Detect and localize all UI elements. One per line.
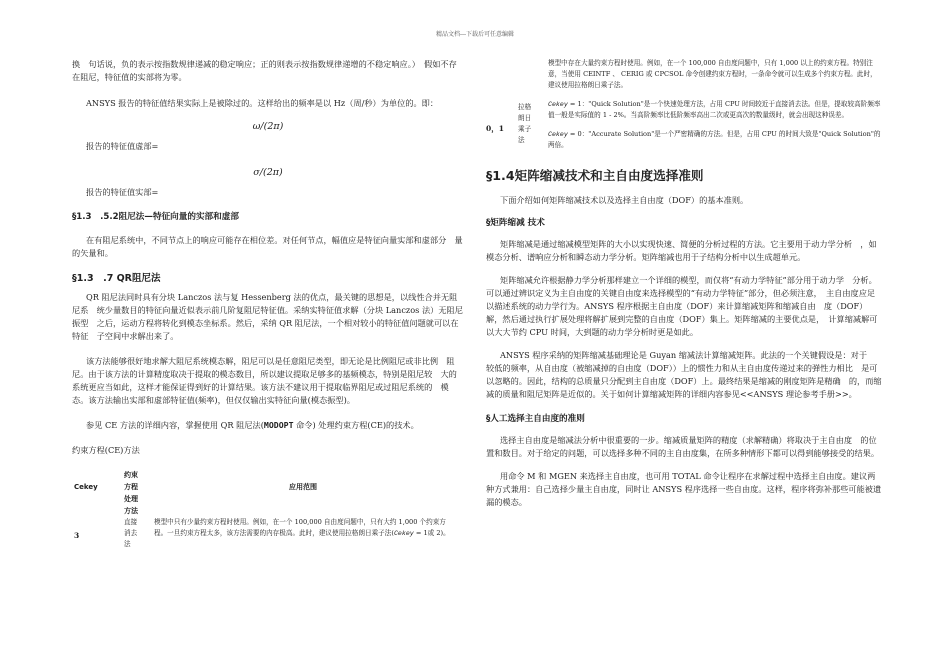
right-column: [486, 58, 882, 509]
section-heading: §1.3 .5.2阻尼法—特征向量的实部和虚部: [72, 212, 239, 222]
paragraph: 报告的特征值实部=: [86, 187, 159, 197]
header-line: 约束: [124, 471, 138, 479]
cell-text: 模型中只有少量约束方程时使用。例如，在一个 100,000 自由度问题中，只有大约 1,000 个约束方程。一旦约束方程太多，该方法需要的内存极高。此时，建议使用拉格朗日乘子法(: [154, 518, 446, 537]
method-line: 消去: [124, 529, 138, 537]
table-cell-method: [124, 517, 154, 550]
cell-keyword: Cekey: [393, 530, 414, 537]
chapter-title: §1.4矩阵缩减技术和主自由度选择准则: [486, 168, 704, 183]
cell-text: [548, 129, 882, 151]
paragraph-text: 参见 CE 方法的详细内容，掌握使用 QR 阻尼法(: [86, 420, 264, 430]
table-row: [72, 517, 452, 550]
table-header-scope: 应用范围: [289, 483, 317, 491]
command-modopt: MODOPT: [263, 420, 294, 430]
paragraph: QR 阻尼法同时具有分块 Lanczos 法与复 Hessenberg 法的优点，最关键的思想是，以线性合并无阻尼系 统少量数目的特征向量近似表示前几阶复阻尼特征值。采纳实特征值求解（分块 Lanczos 法）无阻尼振型 之后，运动方程将转化到模态坐标系。然后，采纳 QR 阻尼法，一个相对较小的特征值问题就可以在特征 子空间中求解出来了。: [72, 292, 463, 341]
paragraph: 选择主自由度是缩减法分析中很重要的一步。缩减质量矩阵的精度（求解精确）将取决于主自由度 的位置和数目。对于给定的问题，可以选择多种不同的主自由度集，在所多种情形下都可以得到能够接受的结果。: [486, 435, 880, 458]
table-row: [486, 58, 882, 151]
paragraph: 矩阵缩减允许根据静力学分析那样建立一个详细的模型，而仅将“有动力学特征”部分用于动力学 分析。可以通过辨识定义为主自由度的关键自由度来选择模型的“有动力学特征”部分，但必须注意， 主自由度应足以描述系统的动力学行为。ANSYS 程序根据主自由度（DOF）来计算缩减矩阵和缩减自由 度（DOF）解，然后通过执行扩展处理将解扩展到完整的自由度（DOF）集上。矩阵缩减的主要优点是， 计算缩减解可以大大节约 CPU 时间，大到题的动力学分析时更是如此。: [486, 275, 878, 337]
paragraph: 在有阻尼系统中，不同节点上的响应可能存在相位差。对任何节点，幅值应是特征向量实部和虚部分 量的矢量和。: [72, 235, 463, 258]
table-cell-method: [518, 58, 542, 151]
cell-text: [548, 99, 882, 121]
paragraph: ANSYS 程序采纳的矩阵缩减基础理论是 Guyan 缩减法计算缩减矩阵。此法的一个关键假设是：对于 较低的频率，从自由度（被缩减掉的自由度（DOF））上的惯性力和从主自由度传递过来的弹性力相比 是可以忽略的。因此，结构的总质量只分配到主自由度（DOF）上。最终结果是缩减的刚度矩阵是精确 的，而缩减的质量和阻尼矩阵是近似的。关于如何计算缩减矩阵的详细内容参见<<ANSYS 理论参考手册>>。: [486, 350, 882, 399]
cell-text: = 1："Quick Solution"是一个快速处理方法，占用 CPU 时间较近于直接消去法。但是，提取较高阶频率值一般是实际值的 1 - 2%。当高阶频率比低阶频率高出二次或更高次的数量级时，就会出现这种误差。: [548, 100, 881, 119]
paragraph: 换 句话说，负的表示按指数规律递减的稳定响应；正的则表示按指数规律递增的不稳定响应。） 假如不存在阻尼，特征值的实部将为零。: [72, 59, 457, 82]
paragraph-text: 命令) 处理约束方程(CE)的技术。: [293, 420, 419, 430]
header-line: 方法: [124, 507, 138, 515]
table-cell-key: 0，1: [486, 124, 504, 133]
table-header-row: [72, 469, 452, 517]
ce-method-table-continued: [486, 58, 882, 151]
paragraph: 报告的特征值虚部=: [86, 141, 159, 151]
paragraph: [72, 419, 464, 432]
section-heading: §人工选择主自由度的准则: [486, 414, 585, 424]
cell-keyword: Cekey: [548, 101, 568, 108]
left-column: [72, 58, 464, 550]
page-header: 精品文档---下载后可任意编辑: [435, 31, 515, 38]
equation-frequency: ω/(2π): [252, 121, 284, 132]
paragraph: 用命令 M 和 MGEN 来选择主自由度，也可用 TOTAL 命令让程序在求解过程中选择主自由度。建议两 种方式兼用：自己选择少量主自由度，同时让 ANSYS 程序选择一些自由度。这样，程序将弥补那些可能被遗漏的模态。: [486, 471, 884, 507]
table-cell-desc: [542, 58, 882, 151]
section-heading: §矩阵缩减 技术: [486, 218, 545, 228]
cell-text: = 1或 2)。: [413, 529, 450, 537]
table-header-cekey: Cekey: [74, 483, 98, 491]
method-line: 拉格: [518, 103, 532, 111]
method-line: 朗日: [518, 114, 532, 122]
equation-real-part: σ/(2π): [253, 167, 283, 178]
method-line: 法: [124, 540, 131, 548]
paragraph: 约束方程(CE)方法: [72, 445, 140, 455]
paragraph: 该方法能够很好地求解大阻尼系统模态解，阻尼可以是任意阻尼类型，即无论是比例阻尼或非比例 阻尼。由于该方法的计算精度取决于提取的模态数目，所以建议提取足够多的基频模态，特别是阻尼较 大的系统更应当如此，这样才能保证得到好的计算结果。该方法不建议用于提取临界阻尼或过阻尼系统的 模态。该方法输出实部和虚部特征值(频率)，但仅仅输出实特征向量(模态振型)。: [72, 356, 457, 405]
paragraph: ANSYS 报告的特征值结果实际上是被除过的。这样给出的频率是以 Hz（周/秒）为单位的。即：: [86, 98, 439, 108]
table-cell-key: 3: [74, 531, 80, 540]
cell-text: = 0："Accurate Solution"是一个严密精确的方法。但是，占用 CPU 的时间大致是"Quick Solution"的两倍。: [548, 130, 881, 149]
method-line: 直接: [124, 518, 138, 526]
paragraph: 下面介绍如何矩阵缩减技术以及选择主自由度（DOF）的基本准则。: [500, 195, 749, 205]
cell-keyword: Cekey: [548, 131, 568, 138]
table-header-method: [124, 469, 154, 517]
cell-text: 模型中存在大量约束方程时使用。例如，在一个 100,000 自由度问题中，只有 1,000 以上的约束方程。特别注意，当使用 CEINTF 、 CERIG 或 CPCSOL 命令创建约束方程时，一条命令就可以生成多个约束方程。此时，建议使用拉格朗日乘子法。: [548, 59, 877, 89]
ce-method-table: [72, 469, 452, 550]
method-line: 乘子: [518, 125, 532, 133]
section-heading: §1.3 .7 QR阻尼法: [72, 273, 161, 284]
header-line: 方程: [124, 483, 138, 491]
table-cell-desc: [154, 517, 452, 550]
paragraph: 矩阵缩减是通过缩减模型矩阵的大小以实现快速、简便的分析过程的方法。它主要用于动力学分析 ，如模态分析、谱响应分析和瞬态动力学分析。矩阵缩减也用于子结构分析中以生成超单元。: [486, 239, 877, 262]
header-line: 处理: [124, 495, 138, 503]
method-line: 法: [518, 136, 525, 144]
